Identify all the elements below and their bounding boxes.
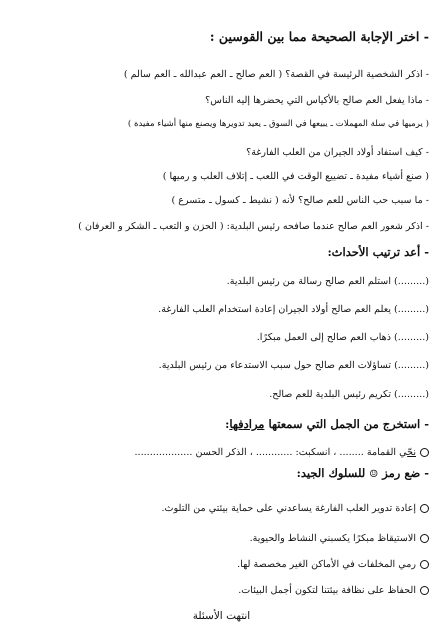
behavior-text: الاستيقاظ مبكرًا يكسبني النشاط والحيوية. [249,533,416,544]
synonyms-title-text: - استخرج من الجمل التي سمعتها [264,417,429,431]
synonyms-title-underlined: مرادفها [229,417,265,431]
behavior-text: رمي المخلفات في الأماكن الغير مخصصة لها. [237,559,416,570]
question-bags-options: ( يرميها في سلة المهملات ـ يبيعها في السوق ـ يعيد تدويرها ويصنع منها أشياء مفيدة ) [127,119,429,129]
question-cans: - كيف استفاد أولاد الجيران من العلب الفارغة؟ [246,147,429,158]
bullet-circle-icon [420,448,429,457]
synonyms-section-title [8,418,429,431]
instruction-heading: - اختر الإجابة الصحيحة مما بين القوسين : [209,29,429,44]
behavior-item [8,502,429,515]
synonyms-title-colon: : [225,417,230,431]
synonyms-blanks: ي القمامة ........ ، انسكبت: ............ ، الذكر الحسن ................... [134,447,408,458]
question-feeling: - اذكر شعور العم صالح عندما صافحه رئيس البلدية: ( الحزن و التعب ـ الشكر و العرفان ) [78,221,429,232]
symbol-section-title [8,467,429,481]
order-item: (.........) تكريم رئيس البلدية للعم صالح. [269,389,429,400]
smiley-icon: ☺ [369,469,379,480]
bullet-circle-icon [420,560,429,569]
order-item: (.........) تساؤلات العم صالح حول سبب الاستدعاء من رئيس البلدية. [158,360,429,371]
behavior-item [8,584,429,597]
symbol-title-text: - ضع رمز [382,466,429,480]
question-cans-options: ( صنع أشياء مفيدة ـ تضييع الوقت في اللعب ـ إتلاف العلب و رميها ) [162,171,429,182]
bullet-circle-icon [420,534,429,543]
order-item: (.........) ذهاب العم صالح إلى العمل مبكرًا. [256,332,429,343]
order-section-title: - أعد ترتيب الأحداث: [327,245,429,259]
footer-end-of-questions: انتهت الأسئلة [192,610,251,622]
behavior-text: إعادة تدوير العلب الفارغة يساعدني على حماية بيئتي من التلوث. [161,503,416,514]
question-main-character: - اذكر الشخصية الرئيسة في القصة؟ ( العم صالح ـ العم عبدالله ـ العم سالم ) [123,69,429,80]
synonyms-line [8,446,429,459]
bullet-circle-icon [420,504,429,513]
bullet-circle-icon [420,586,429,595]
synonyms-underlined-word: نحّ [407,447,416,458]
order-item: (.........) يعلم العم صالح أولاد الجيران إعادة استخدام العلب الفارغة. [158,304,429,315]
symbol-title-text-2: للسلوك الجيد: [296,466,366,480]
behavior-text: الحفاظ على نظافة بيئتنا لتكون أجمل البيئات. [238,585,416,596]
behavior-item [8,558,429,571]
question-love-reason: - ما سبب حب الناس للعم صالح؟ لأنه ( نشيط ـ كسول ـ متسرع ) [171,195,429,206]
behavior-item [8,532,429,545]
order-item: (.........) استلم العم صالح رسالة من رئيس البلدية. [226,276,429,287]
question-bags: - ماذا يفعل العم صالح بالأكياس التي يحضرها إليه الناس؟ [205,95,429,106]
